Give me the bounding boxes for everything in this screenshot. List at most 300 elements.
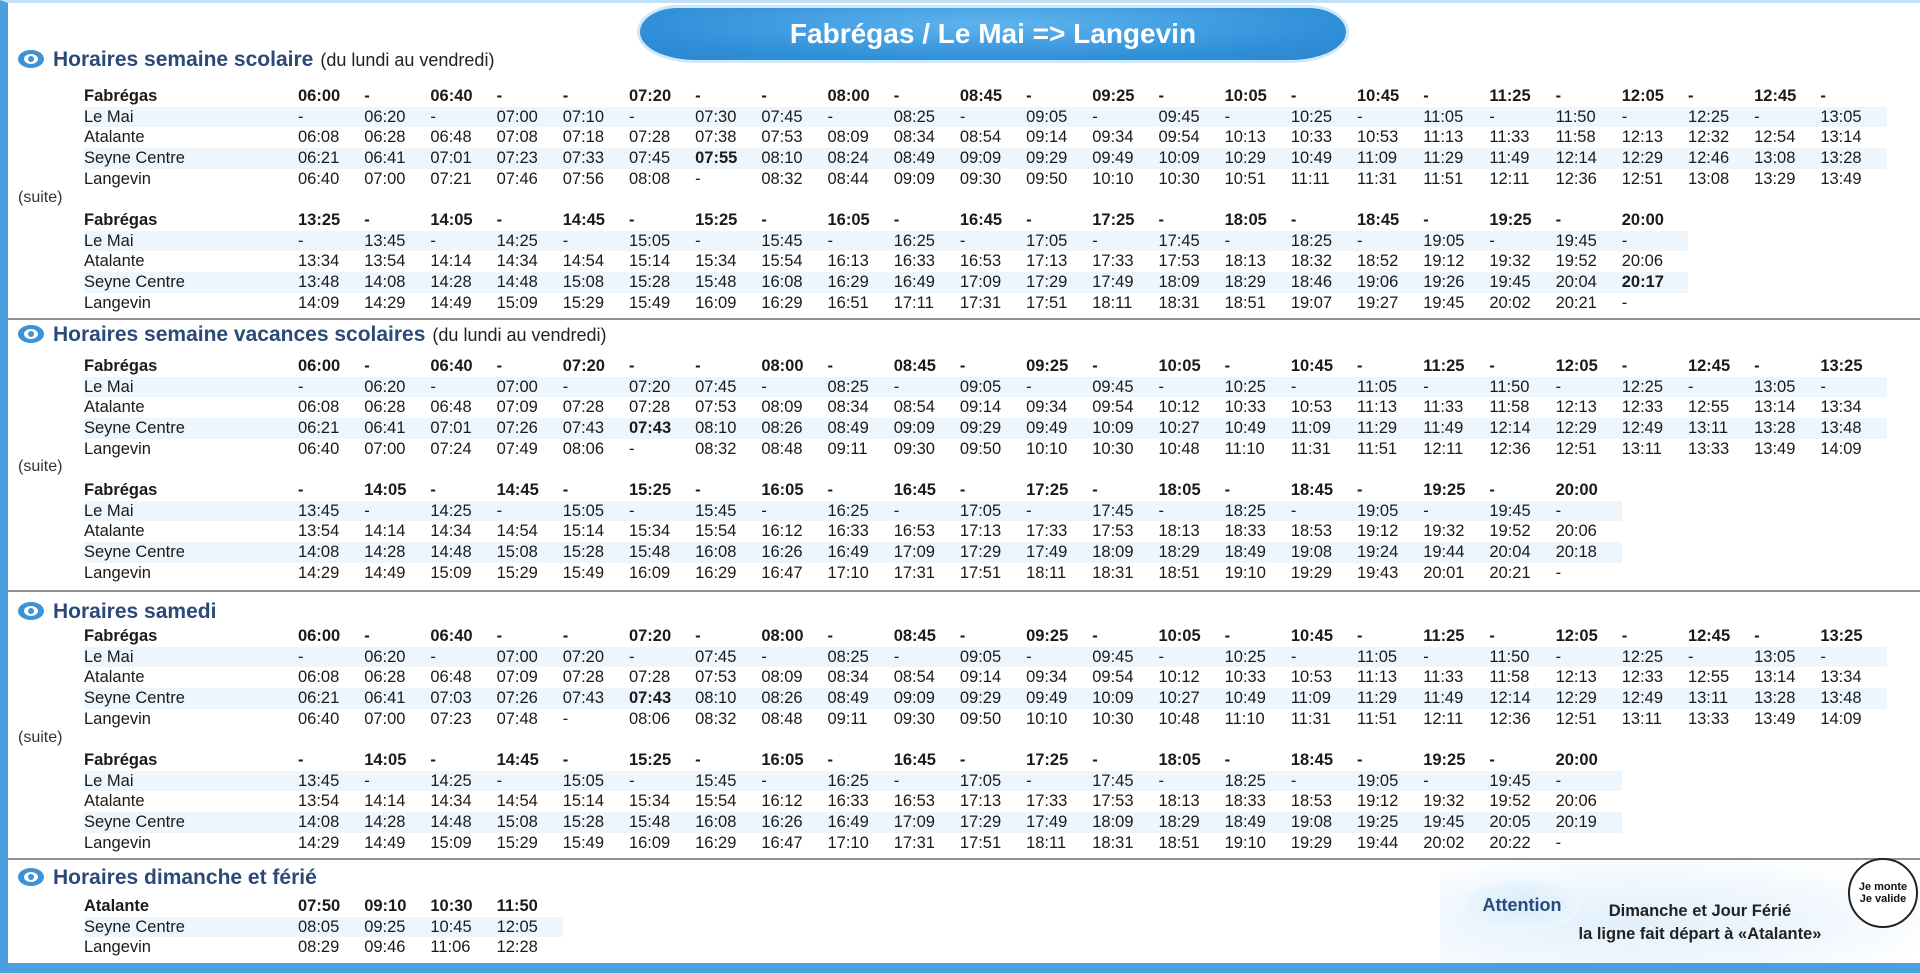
departure-time: 11:05	[1423, 107, 1489, 128]
departure-time: 10:27	[1158, 688, 1224, 709]
timetable-row	[84, 626, 1887, 647]
departure-time: 15:49	[629, 293, 695, 314]
departure-time: -	[1688, 86, 1754, 107]
timetable-row	[84, 107, 1887, 128]
departure-time: 12:49	[1622, 418, 1688, 439]
departure-time: 11:25	[1423, 626, 1489, 647]
departure-time: 11:29	[1423, 148, 1489, 169]
departure-time: -	[1423, 377, 1489, 398]
stop-name: Fabrégas	[84, 480, 298, 501]
departure-time: 14:05	[364, 750, 430, 771]
departure-time: 20:00	[1556, 480, 1622, 501]
departure-time: 07:53	[695, 667, 761, 688]
departure-time: -	[1556, 210, 1622, 231]
departure-time: -	[1820, 647, 1886, 668]
departure-time: 16:26	[761, 812, 827, 833]
departure-time: 06:00	[298, 86, 364, 107]
departure-time: 08:48	[761, 439, 827, 460]
departure-time: -	[1489, 750, 1555, 771]
departure-time: 09:50	[960, 439, 1026, 460]
departure-time: 18:05	[1158, 750, 1224, 771]
departure-time: 15:08	[497, 542, 563, 563]
timetable-row	[84, 377, 1887, 398]
departure-time: 08:09	[828, 127, 894, 148]
departure-time: -	[563, 86, 629, 107]
departure-time: 14:14	[364, 521, 430, 542]
stop-name: Fabrégas	[84, 626, 298, 647]
stop-name: Fabrégas	[84, 210, 298, 231]
departure-time: 19:52	[1489, 791, 1555, 812]
departure-time: -	[1225, 231, 1291, 252]
timetable-row	[84, 812, 1622, 833]
departure-time: 13:11	[1622, 439, 1688, 460]
departure-time: 11:06	[430, 937, 496, 958]
departure-time: 18:09	[1092, 542, 1158, 563]
departure-time: -	[1357, 626, 1423, 647]
departure-time: -	[1754, 626, 1820, 647]
departure-time: -	[761, 647, 827, 668]
departure-time: 14:14	[364, 791, 430, 812]
departure-time: 12:05	[497, 917, 563, 938]
departure-time: 09:25	[1092, 86, 1158, 107]
departure-time: 08:54	[894, 397, 960, 418]
departure-time: 16:05	[828, 210, 894, 231]
departure-time: 10:29	[1225, 148, 1291, 169]
departure-time: 18:53	[1291, 791, 1357, 812]
timetable-row	[84, 439, 1887, 460]
departure-time: 10:25	[1225, 377, 1291, 398]
departure-time: 13:14	[1754, 667, 1820, 688]
departure-time: 14:28	[364, 542, 430, 563]
departure-time: 17:29	[960, 542, 1026, 563]
stop-name: Le Mai	[84, 377, 298, 398]
departure-time: 12:45	[1688, 626, 1754, 647]
departure-time: -	[1622, 231, 1688, 252]
stop-name: Fabrégas	[84, 86, 298, 107]
departure-time: -	[1158, 86, 1224, 107]
departure-time: 16:29	[695, 563, 761, 584]
departure-time: -	[960, 750, 1026, 771]
departure-time: 16:33	[828, 791, 894, 812]
departure-time: 17:53	[1158, 251, 1224, 272]
departure-time: 06:20	[364, 377, 430, 398]
departure-time: 15:48	[629, 812, 695, 833]
departure-time: 17:10	[828, 563, 894, 584]
departure-time: 15:08	[563, 272, 629, 293]
departure-time: 18:13	[1158, 521, 1224, 542]
departure-time: 09:54	[1158, 127, 1224, 148]
departure-time: 13:54	[298, 791, 364, 812]
departure-time: 10:25	[1225, 647, 1291, 668]
departure-time: 13:05	[1754, 647, 1820, 668]
departure-time: 16:29	[828, 272, 894, 293]
departure-time: 19:25	[1423, 750, 1489, 771]
departure-time: 16:08	[695, 542, 761, 563]
departure-time: -	[629, 647, 695, 668]
departure-time: 16:53	[894, 521, 960, 542]
departure-time: 19:25	[1489, 210, 1555, 231]
departure-time: -	[1820, 86, 1886, 107]
departure-time: 12:46	[1688, 148, 1754, 169]
departure-time: 15:05	[629, 231, 695, 252]
departure-time: -	[1489, 480, 1555, 501]
departure-time: 07:00	[497, 377, 563, 398]
departure-time: -	[894, 86, 960, 107]
departure-time: 12:14	[1556, 148, 1622, 169]
departure-time: 14:29	[298, 563, 364, 584]
departure-time: -	[960, 231, 1026, 252]
departure-time: -	[828, 356, 894, 377]
departure-time: 17:53	[1092, 791, 1158, 812]
sunday-notice	[1560, 900, 1840, 946]
departure-time: -	[1556, 377, 1622, 398]
timetable-row	[84, 542, 1622, 563]
departure-time: 10:27	[1158, 418, 1224, 439]
departure-time: 09:49	[1092, 148, 1158, 169]
timetable-row	[84, 563, 1622, 584]
departure-time: 09:14	[960, 397, 1026, 418]
departure-time: -	[364, 86, 430, 107]
departure-time: 10:53	[1291, 667, 1357, 688]
departure-time: 10:05	[1225, 86, 1291, 107]
departure-time: 14:09	[298, 293, 364, 314]
departure-time: 11:50	[497, 896, 563, 917]
departure-time: 12:54	[1754, 127, 1820, 148]
stop-name: Langevin	[84, 563, 298, 584]
departure-time: -	[1158, 771, 1224, 792]
departure-time: 19:25	[1357, 812, 1423, 833]
departure-time: 09:29	[1026, 148, 1092, 169]
departure-time: 11:09	[1291, 418, 1357, 439]
departure-time: 12:11	[1423, 709, 1489, 730]
departure-time: 17:25	[1092, 210, 1158, 231]
departure-time: 07:20	[563, 647, 629, 668]
departure-time: -	[1158, 210, 1224, 231]
departure-time: 07:28	[629, 667, 695, 688]
departure-time: 10:51	[1225, 169, 1291, 190]
departure-time: 11:50	[1489, 647, 1555, 668]
departure-time: 19:44	[1423, 542, 1489, 563]
departure-time: 13:54	[298, 521, 364, 542]
departure-time: 10:09	[1092, 688, 1158, 709]
departure-time: -	[1423, 210, 1489, 231]
departure-time: -	[828, 231, 894, 252]
departure-time: 15:29	[563, 293, 629, 314]
departure-time: 06:20	[364, 107, 430, 128]
departure-time: 10:10	[1026, 709, 1092, 730]
departure-time: 10:13	[1225, 127, 1291, 148]
departure-time: 17:45	[1158, 231, 1224, 252]
departure-time: 17:31	[894, 563, 960, 584]
departure-time: -	[1291, 210, 1357, 231]
departure-time: 17:31	[894, 833, 960, 854]
departure-time: 12:36	[1489, 709, 1555, 730]
departure-time: 15:28	[629, 272, 695, 293]
departure-time: 11:31	[1291, 709, 1357, 730]
departure-time: 11:58	[1556, 127, 1622, 148]
departure-time: 18:25	[1225, 771, 1291, 792]
departure-time: 09:49	[1026, 688, 1092, 709]
departure-time: -	[364, 626, 430, 647]
stop-name: Le Mai	[84, 647, 298, 668]
departure-time: 15:34	[629, 791, 695, 812]
timetable-vacances-afternoon	[84, 480, 1622, 584]
departure-time: 17:05	[960, 771, 1026, 792]
departure-time: 10:49	[1225, 418, 1291, 439]
departure-time: 11:13	[1423, 127, 1489, 148]
departure-time: -	[1556, 771, 1622, 792]
departure-time: 11:31	[1357, 169, 1423, 190]
departure-time: 16:29	[695, 833, 761, 854]
stop-name: Le Mai	[84, 107, 298, 128]
departure-time: 08:10	[695, 688, 761, 709]
departure-time: 14:25	[497, 231, 563, 252]
departure-time: 19:45	[1489, 272, 1555, 293]
departure-time: 07:10	[563, 107, 629, 128]
timetable-samedi-morning	[84, 626, 1887, 730]
departure-time: 19:32	[1423, 521, 1489, 542]
departure-time: -	[629, 107, 695, 128]
departure-time: -	[1622, 293, 1688, 314]
departure-time: 19:10	[1225, 563, 1291, 584]
departure-time: -	[1754, 107, 1820, 128]
departure-time: -	[298, 647, 364, 668]
departure-time: 16:26	[761, 542, 827, 563]
departure-time: 19:43	[1357, 563, 1423, 584]
departure-time: 15:08	[497, 812, 563, 833]
departure-time: 14:08	[298, 812, 364, 833]
departure-time: 13:45	[364, 231, 430, 252]
departure-time: -	[1357, 356, 1423, 377]
departure-time: 15:54	[695, 791, 761, 812]
departure-time: 10:53	[1291, 397, 1357, 418]
departure-time: 16:08	[761, 272, 827, 293]
departure-time: 13:45	[298, 501, 364, 522]
departure-time: -	[1688, 377, 1754, 398]
departure-time: 20:21	[1489, 563, 1555, 584]
departure-time: 16:47	[761, 563, 827, 584]
departure-time: 07:30	[695, 107, 761, 128]
departure-time: -	[894, 210, 960, 231]
departure-time: 09:05	[1026, 107, 1092, 128]
departure-time: 17:09	[960, 272, 1026, 293]
departure-time: 09:14	[1026, 127, 1092, 148]
departure-time: 19:29	[1291, 833, 1357, 854]
departure-time: 11:25	[1423, 356, 1489, 377]
departure-time: 10:45	[1291, 626, 1357, 647]
departure-time: 18:32	[1291, 251, 1357, 272]
departure-time: 14:49	[364, 833, 430, 854]
departure-time: -	[364, 210, 430, 231]
departure-time: 11:13	[1357, 397, 1423, 418]
departure-time: -	[629, 771, 695, 792]
departure-time: -	[1158, 647, 1224, 668]
departure-time: -	[1291, 86, 1357, 107]
departure-time: 09:50	[960, 709, 1026, 730]
departure-time: 18:29	[1225, 272, 1291, 293]
departure-time: 07:50	[298, 896, 364, 917]
departure-time: 09:29	[960, 688, 1026, 709]
departure-time: 20:06	[1556, 791, 1622, 812]
departure-time: 08:24	[828, 148, 894, 169]
departure-time: 08:10	[761, 148, 827, 169]
departure-time: 19:32	[1423, 791, 1489, 812]
departure-time: 17:49	[1026, 542, 1092, 563]
departure-time: 10:30	[1158, 169, 1224, 190]
notice-line: la ligne fait départ à «Atalante»	[1578, 925, 1822, 943]
departure-time: -	[563, 709, 629, 730]
departure-time: 17:33	[1026, 521, 1092, 542]
departure-time: 13:14	[1754, 397, 1820, 418]
departure-time: 15:45	[761, 231, 827, 252]
timetable-row	[84, 86, 1887, 107]
departure-time: 09:29	[960, 418, 1026, 439]
departure-time: 19:45	[1489, 771, 1555, 792]
departure-time: 19:32	[1489, 251, 1555, 272]
departure-time: -	[1026, 647, 1092, 668]
departure-time: 16:05	[761, 480, 827, 501]
departure-time: 15:14	[629, 251, 695, 272]
departure-time: 18:31	[1092, 833, 1158, 854]
departure-time: 12:05	[1556, 626, 1622, 647]
departure-time: 18:05	[1158, 480, 1224, 501]
departure-time: 07:33	[563, 148, 629, 169]
departure-time: 10:45	[430, 917, 496, 938]
departure-time: 08:26	[761, 688, 827, 709]
departure-time: 17:51	[1026, 293, 1092, 314]
stop-name: Atalante	[84, 896, 298, 917]
departure-time: -	[497, 501, 563, 522]
departure-time: 13:28	[1820, 148, 1886, 169]
departure-time: 15:28	[563, 542, 629, 563]
departure-time: 19:10	[1225, 833, 1291, 854]
departure-time: 07:24	[430, 439, 496, 460]
departure-time: 07:55	[695, 148, 761, 169]
stop-name: Atalante	[84, 521, 298, 542]
departure-time: -	[629, 210, 695, 231]
departure-time: 09:30	[894, 439, 960, 460]
departure-time: 07:49	[497, 439, 563, 460]
departure-time: 12:25	[1622, 647, 1688, 668]
departure-time: 18:31	[1158, 293, 1224, 314]
departure-time: -	[430, 480, 496, 501]
departure-time: 13:11	[1688, 418, 1754, 439]
departure-time: 19:08	[1291, 812, 1357, 833]
departure-time: 16:05	[761, 750, 827, 771]
departure-time: 14:48	[497, 272, 563, 293]
departure-time: 09:10	[364, 896, 430, 917]
stop-name: Atalante	[84, 251, 298, 272]
departure-time: -	[1754, 356, 1820, 377]
departure-time: 07:48	[497, 709, 563, 730]
departure-time: 14:28	[430, 272, 496, 293]
departure-time: 13:11	[1622, 709, 1688, 730]
eye-icon	[18, 325, 44, 343]
departure-time: 15:54	[695, 521, 761, 542]
timetable-row	[84, 917, 563, 938]
section-divider	[8, 318, 1920, 320]
departure-time: -	[761, 771, 827, 792]
timetable-samedi-afternoon	[84, 750, 1622, 854]
departure-time: 17:05	[1026, 231, 1092, 252]
departure-time: 07:20	[629, 86, 695, 107]
departure-time: 07:45	[695, 647, 761, 668]
departure-time: 07:28	[629, 397, 695, 418]
departure-time: -	[497, 356, 563, 377]
departure-time: -	[1622, 107, 1688, 128]
departure-time: 11:58	[1489, 397, 1555, 418]
departure-time: 18:09	[1092, 812, 1158, 833]
departure-time: 06:40	[298, 709, 364, 730]
departure-time: 15:49	[563, 563, 629, 584]
departure-time: 08:34	[894, 127, 960, 148]
departure-time: -	[1489, 231, 1555, 252]
departure-time: 17:33	[1092, 251, 1158, 272]
departure-time: 18:33	[1225, 521, 1291, 542]
departure-time: -	[1556, 86, 1622, 107]
departure-time: 07:46	[497, 169, 563, 190]
departure-time: 18:31	[1092, 563, 1158, 584]
stop-name: Seyne Centre	[84, 148, 298, 169]
timetable-row	[84, 231, 1688, 252]
departure-time: 09:54	[1092, 667, 1158, 688]
departure-time: 07:00	[497, 107, 563, 128]
departure-time: -	[629, 501, 695, 522]
departure-time: 19:27	[1357, 293, 1423, 314]
departure-time: 15:34	[629, 521, 695, 542]
departure-time: 07:00	[364, 169, 430, 190]
departure-time: 08:00	[828, 86, 894, 107]
departure-time: 15:28	[563, 812, 629, 833]
departure-time: -	[1026, 377, 1092, 398]
timetable-row	[84, 210, 1688, 231]
departure-time: -	[563, 231, 629, 252]
departure-time: -	[430, 231, 496, 252]
departure-time: 09:09	[960, 148, 1026, 169]
departure-time: 11:13	[1357, 667, 1423, 688]
departure-time: 14:05	[430, 210, 496, 231]
departure-time: 09:54	[1092, 397, 1158, 418]
departure-time: 06:08	[298, 127, 364, 148]
departure-time: 13:45	[298, 771, 364, 792]
departure-time: 08:45	[894, 626, 960, 647]
departure-time: -	[364, 771, 430, 792]
departure-time: 07:20	[629, 377, 695, 398]
departure-time: -	[1092, 107, 1158, 128]
departure-time: 20:00	[1622, 210, 1688, 231]
attention-label: Attention	[1462, 880, 1582, 930]
departure-time: -	[364, 356, 430, 377]
departure-time: 17:49	[1026, 812, 1092, 833]
departure-time: 13:48	[1820, 688, 1886, 709]
departure-time: -	[1092, 231, 1158, 252]
departure-time: 07:53	[695, 397, 761, 418]
departure-time: 14:34	[430, 791, 496, 812]
stop-name: Atalante	[84, 127, 298, 148]
stop-name: Langevin	[84, 833, 298, 854]
departure-time: 13:25	[298, 210, 364, 231]
departure-time: 12:49	[1622, 688, 1688, 709]
timetable-row	[84, 688, 1887, 709]
timetable-scolaire-afternoon	[84, 210, 1688, 314]
departure-time: -	[960, 356, 1026, 377]
departure-time: 07:43	[629, 418, 695, 439]
departure-time: 14:48	[430, 812, 496, 833]
departure-time: -	[1423, 86, 1489, 107]
timetable-row	[84, 397, 1887, 418]
departure-time: -	[1423, 647, 1489, 668]
departure-time: 19:44	[1357, 833, 1423, 854]
